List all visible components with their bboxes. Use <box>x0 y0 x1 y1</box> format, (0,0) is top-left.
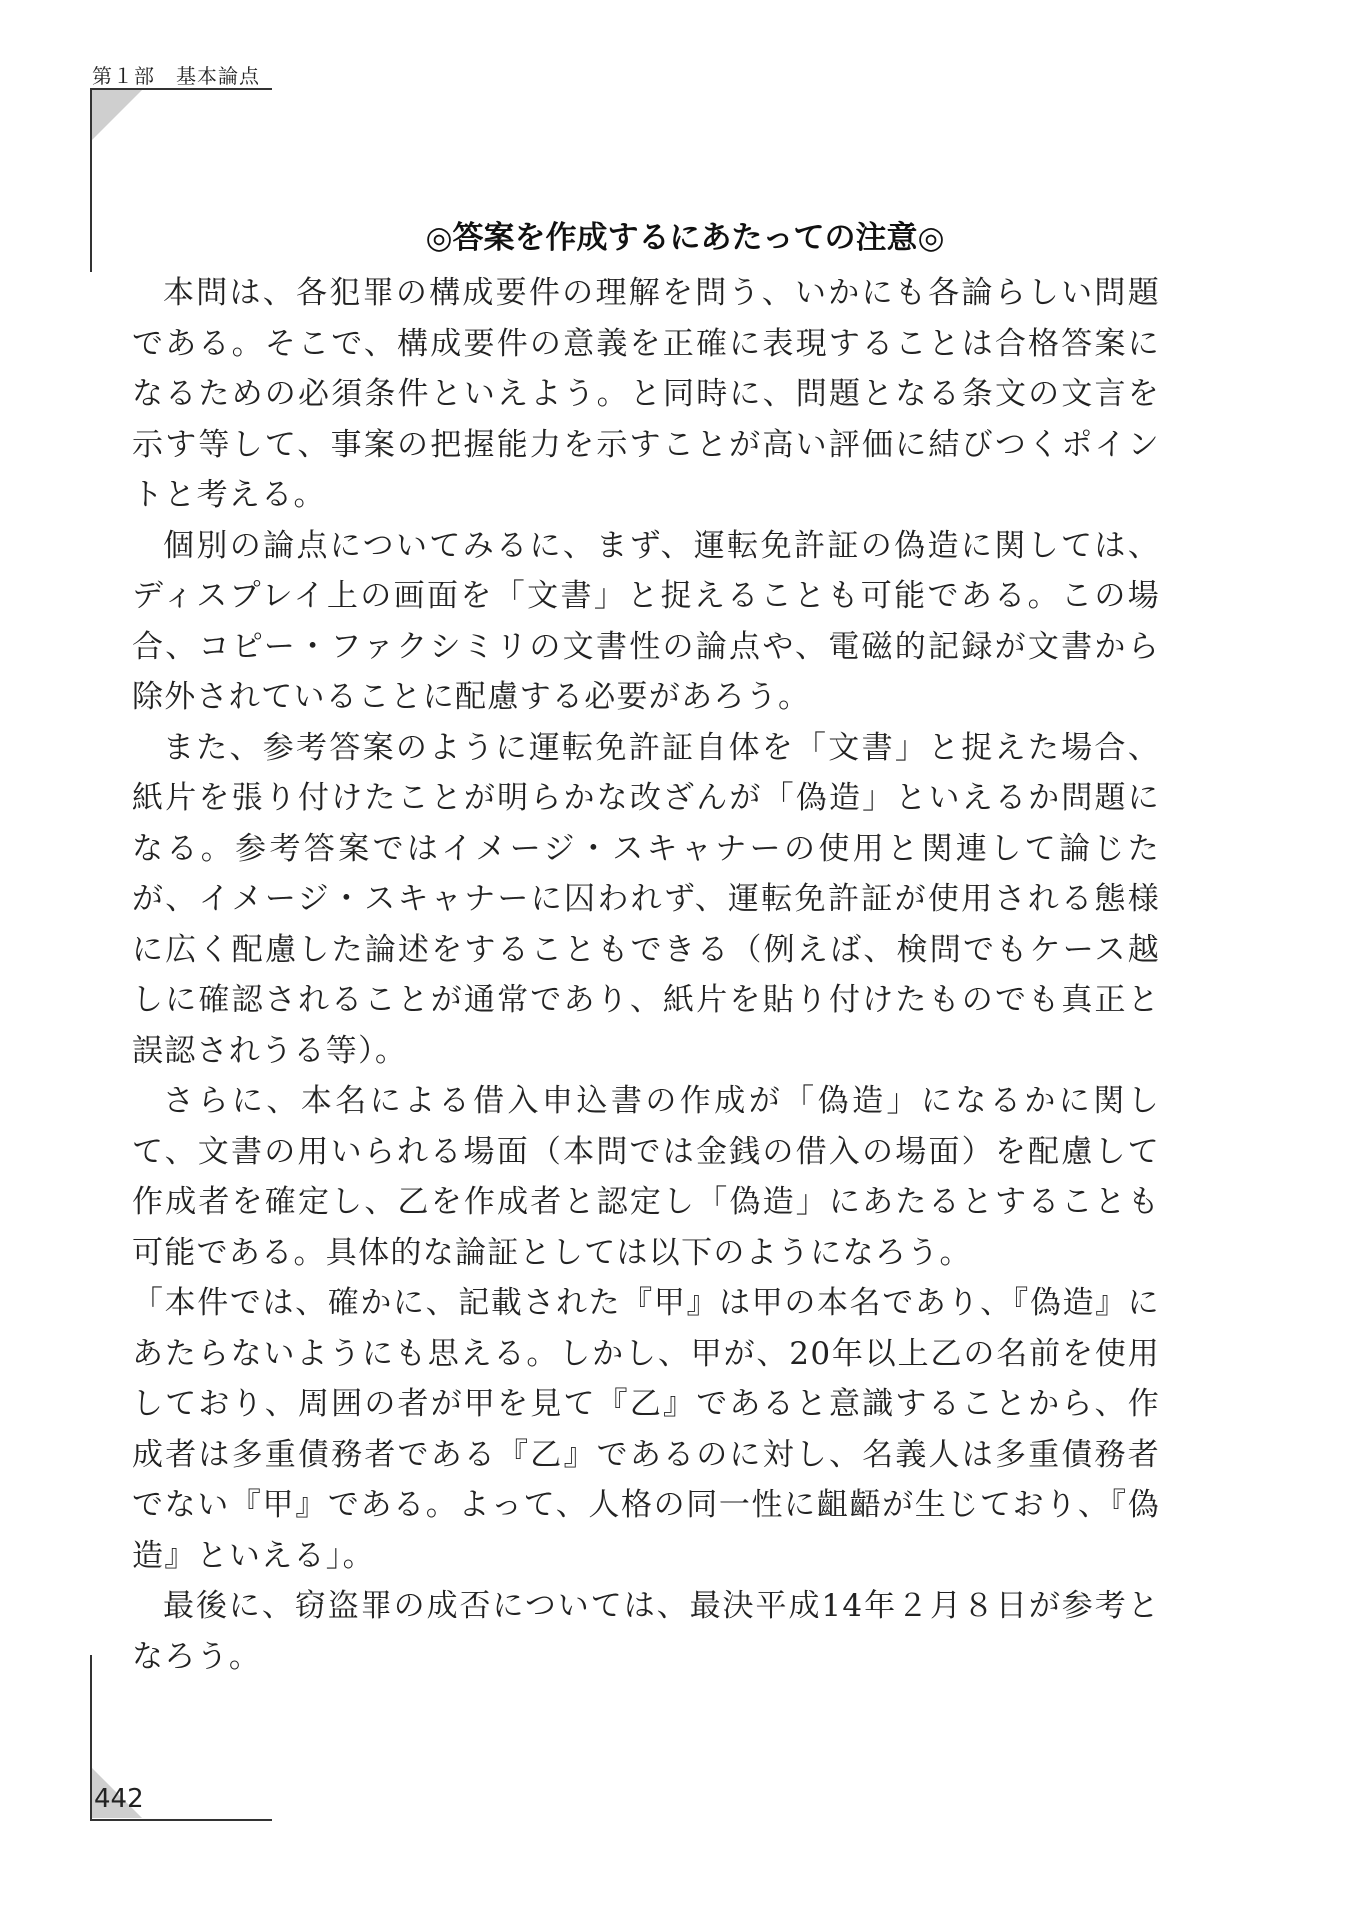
page-number: 442 <box>94 1784 144 1814</box>
paragraph: 個別の論点についてみるに、まず、運転免許証の偽造に関しては、ディスプレイ上の画面を「文書」と捉えることも可能である。この場合、コピー・ファクシミリの文書性の論点や、電磁的記録が文書から除外されていることに配慮する必要があろう。 <box>132 527 1160 715</box>
quoted-argument: 「本件では、確かに、記載された『甲』は甲の本名であり、『偽造』にあたらないようにも思える。しかし、甲が、20年以上乙の名前を使用しており、周囲の者が甲を見て『乙』であると意識することから、作成者は多重債務者である『乙』であるのに対し、名義人は多重債務者でない『甲』である。よって、人格の同一性に齟齬が生じており、『偽造』といえる」。 <box>132 1285 1160 1574</box>
paragraph: 最後に、窃盗罪の成否については、最決平成14年２月８日が参考となろう。 <box>132 1588 1160 1675</box>
section-title: ◎答案を作成するにあたっての注意◎ <box>425 220 945 256</box>
paragraph: さらに、本名による借入申込書の作成が「偽造」になるかに関して、文書の用いられる場面（本問では金銭の借入の場面）を配慮して作成者を確定し、乙を作成者と認定し「偽造」にあたるとすることも可能である。具体的な論証としては以下のようになろう。 <box>132 1083 1160 1271</box>
header-corner-ornament <box>92 90 142 140</box>
body-text <box>132 268 1160 1682</box>
footer-rule <box>90 1819 272 1821</box>
running-head: 第１部 基本論点 <box>92 64 260 88</box>
paragraph: また、参考答案のように運転免許証自体を「文書」と捉えた場合、紙片を張り付けたことが明らかな改ざんが「偽造」といえるか問題になる。参考答案ではイメージ・スキャナーの使用と関連して論じたが、イメージ・スキャナーに囚われず、運転免許証が使用される態様に広く配慮した論述をすることもできる（例えば、検問でもケース越しに確認されることが通常であり、紙片を貼り付けたものでも真正と誤認されうる等）。 <box>132 729 1160 1069</box>
paragraph: 本問は、各犯罪の構成要件の理解を問う、いかにも各論らしい問題である。そこで、構成要件の意義を正確に表現することは合格答案になるための必須条件といえよう。と同時に、問題となる条文の文言を示す等して、事案の把握能力を示すことが高い評価に結びつくポイントと考える。 <box>132 275 1160 513</box>
